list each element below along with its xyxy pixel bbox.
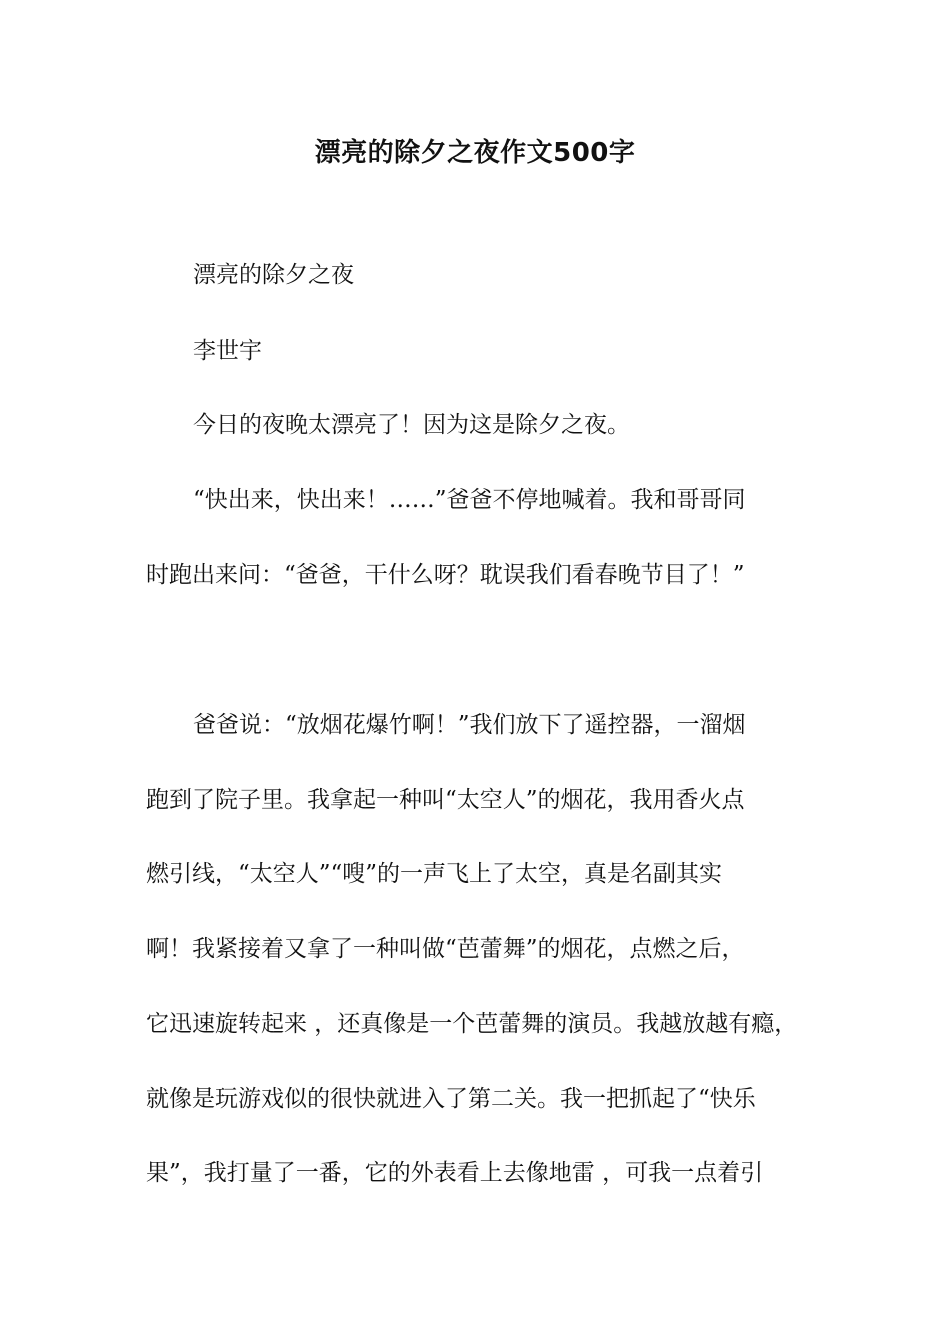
paragraph-3-line-5: 它迅速旋转起来 ，还真像是一个芭蕾舞的演员。我越放越有瘾，	[146, 1011, 798, 1037]
paragraph-1-line-1: 今日的夜晚太漂亮了！因为这是除夕之夜。	[193, 412, 630, 438]
paragraph-3-line-4: 啊！我紧接着又拿了一种叫做“芭蕾舞”的烟花，点燃之后，	[146, 936, 745, 962]
essay-heading: 漂亮的除夕之夜	[193, 262, 354, 288]
paragraph-2-line-1: “快出来，快出来！……”爸爸不停地喊着。我和哥哥同	[193, 487, 746, 513]
paragraph-3-line-3: 燃引线，“太空人”“嗖”的一声飞上了太空，真是名副其实	[146, 861, 723, 887]
paragraph-3-line-1: 爸爸说：“放烟花爆竹啊！”我们放下了遥控器，一溜烟	[193, 712, 746, 738]
paragraph-3-line-7: 果”，我打量了一番，它的外表看上去像地雷 ，可我一点着引	[146, 1160, 764, 1186]
paragraph-3-line-6: 就像是玩游戏似的很快就进入了第二关。我一把抓起了“快乐	[146, 1086, 756, 1112]
paragraph-3-line-2: 跑到了院子里。我拿起一种叫“太空人”的烟花，我用香火点	[146, 787, 745, 813]
author-name: 李世宇	[193, 338, 262, 364]
document-title: 漂亮的除夕之夜作文500字	[314, 138, 636, 168]
paragraph-2-line-2: 时跑出来问：“爸爸，干什么呀？耽误我们看春晚节目了！”	[146, 562, 745, 588]
